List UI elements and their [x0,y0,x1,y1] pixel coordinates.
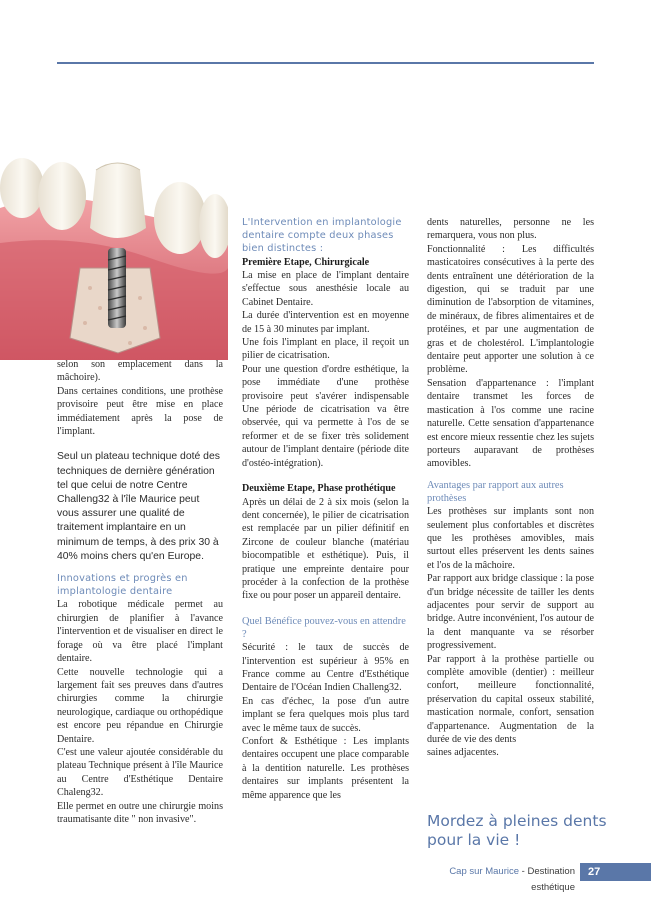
intro-paragraph: Seul un plateau technique doté des techniques de dernière génération tel que celui de notre Centre Challeng32 à l'île Maurice peut vous assurer une qualité de traitement implantaire en un minimum de temps, à des prix 30 à 40% moins chers qu'en Europe. [57,451,220,562]
paragraph: dents naturelles, personne ne les remarquera, vous non plus. [427,217,594,242]
section-heading-intervention: L'Intervention en implantologie dentaire compte deux phases bien distinctes : [242,217,402,255]
column-middle [242,216,409,802]
paragraph: Dans certaines conditions, une prothèse provisoire peut être mise en place immédiatement après la pose de l'implant. [57,385,223,438]
paragraph: C'est une valeur ajoutée considérable du plateau Technique présent à l'île Maurice au Centre d'Esthétique Dentaire Chaleng32. [57,746,223,799]
magazine-name: Cap sur Maurice [449,866,520,877]
paragraph: Fonctionnalité : Les difficultés masticatoires consécutives à la perte des dents entraînent une détérioration de la digestion, qui se traduit par une diminution de l'absorption de vitamines, de minéraux, de fibres alimentaires et de protéines, et par une augmentation de gras et de cholestérol. L'implantologie dentaire peut apporter une solution à ce problème. [427,243,594,376]
paragraph: selon son emplacement dans la mâchoire). [57,359,223,384]
paragraph: Après un délai de 2 à six mois (selon la dent concernée), le pilier de cicatrisation est remplacée par un pilier définitif en Zircone de couleur blanche (matériau biocompatible et esthétique). Puis, il pratique une empreinte dentaire pour procéder à la confection de la prothèse fixe ou pour poser un appareil dentaire. [242,496,409,602]
step-title-prosthetic: Deuxième Etape, Phase prothétique [242,483,396,495]
paragraph: La durée d'intervention est en moyenne de 15 à 30 minutes par implant. [242,310,409,335]
section-heading-advantages: Avantages par rapport aux autres prothèses [427,479,564,504]
page-number: 27 [580,863,651,881]
paragraph: Par rapport aux bridge classique : la pose d'un bridge nécessite de tailler les dents adjacentes pour servir de support au bridge. Autre inconvénient, l'os autour de la dent manquante va se résorber progressivement. [427,573,594,652]
paragraph: saines adjacentes. [427,747,499,759]
column-right [427,216,594,760]
section-name: - Destination esthétique [519,866,575,893]
paragraph: Les prothèses sur implants sont non seulement plus confortables et discrètes que les prothèses amovibles, mais surtout elles préservent les dents saines et l'os de la mâchoire. [427,506,594,571]
paragraph: Pour une question d'ordre esthétique, la pose immédiate d'une prothèse provisoire peut s'avérer indispensable Une période de cicatrisation va être observée, qui va permette à l'os de se reformer et de se fixer très solidement autour de l'implant dentaire (période dite d'ostéo-intégration). [242,363,409,469]
footer-running-title [410,864,581,893]
paragraph: Confort & Esthétique : Les implants dentaires occupent une place comparable à la dentition naturelle. Les prothèses dentaires sur implants présentent la même apparence que les [242,736,409,801]
paragraph: La robotique médicale permet au chirurgien de planifier à l'avance l'intervention et de visualiser en direct le forage où va être placé l'implant dentaire. [57,599,223,665]
paragraph: Sensation d'appartenance : l'implant dentaire transmet les forces de mastication à l'os comme une racine naturelle. Cette sensation d'appartenance est encore mieux ressentie chez les sujets porteurs auparavant de prothèses amovibles. [427,377,594,470]
step-title-surgical: Première Etape, Chirurgicale [242,256,370,268]
section-heading-benefits: Quel Bénéfice pouvez-vous en attendre ? [242,615,406,640]
dental-implant-illustration [0,148,228,360]
paragraph: Cette nouvelle technologie qui a largement fait ses preuves dans d'autres chirurgies comme la chirurgie neurologique, cardiaque ou orthopédique est encore peu répandue en Chirurgie Dentaire. [57,666,223,745]
section-heading-innovations: Innovations et progrès en implantologie dentaire [57,573,188,598]
paragraph: Une fois l'implant en place, il reçoit un pilier de cicatrisation. [242,337,409,362]
paragraph: En cas d'échec, la pose d'un autre implant se fera quelques mois plus tard avec le même taux de succès. [242,695,409,734]
paragraph: Par rapport à la prothèse partielle ou complète amovible (dentier) : meilleur confort, meilleure fonctionnalité, préservation du capital osseux stabilité, mastication normale, confort, sensation d'appartenance. Augmentation de la durée de vie des dents [427,653,594,746]
paragraph: Sécurité : le taux de succès de l'intervention est supérieur à 95% en France comme au Centre d'Esthétique Dentaire de l'Océan Indien Challeng32. [242,642,409,694]
paragraph: La mise en place de l'implant dentaire s'effectue sous anesthésie locale au Cabinet Dentaire. [242,270,409,308]
paragraph: Elle permet en outre une chirurgie moins traumatisante dite " non invasive". [57,800,223,825]
column-left [57,358,223,826]
header-rule [57,62,594,64]
tagline: Mordez à pleines dents pour la vie ! [427,812,607,849]
